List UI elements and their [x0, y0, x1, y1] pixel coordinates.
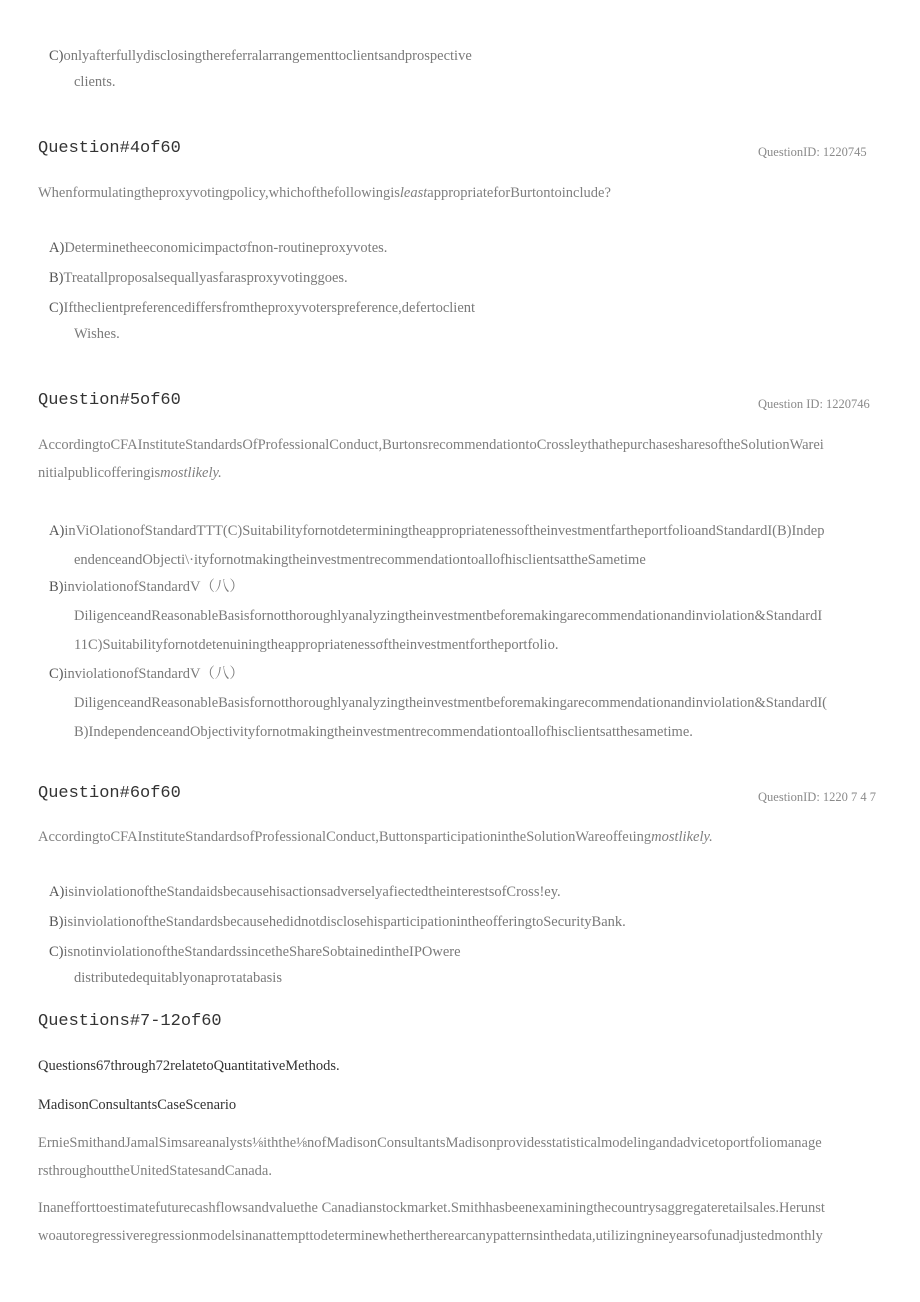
question-4-option-b[interactable]: B)Treatallproposalsequallyasfarasproxyvotinggoes.: [49, 270, 348, 286]
question-6-id: QuestionID: 1220 7 4 7: [758, 790, 877, 804]
question-5-option-b[interactable]: B)inviolationofStandardV（八） DiligenceandReasonableBasisfornotthoroughlyanalyzingtheinvestmentbeforemakingarecommendationandinviolation&StandardI 11C)Suitabilityfornotdetenuiningtheappropriatenessσftheinvestmentfortheportfolio.: [49, 579, 823, 653]
question-4-id: QuestionID: 1220745: [758, 145, 867, 159]
questions-relate-text: Questions67through72relatetoQuantitativeMethods.: [38, 1058, 340, 1074]
question-4-stem: Whenformulatingtheproxyvotingpolicy,whichofthefollowingisleastappropriateforBurtontoinclude?: [38, 185, 611, 201]
question-6-title: Question#6of60: [38, 784, 181, 803]
option-text: onlyafterfullydisclosingthereferralarrangementtoclientsandprospective: [63, 48, 472, 64]
question-6-option-b[interactable]: B)isinviolationoftheStandardsbecausehedidnotdisclosehisparticipationintheofferingtoSecurityBank.: [49, 914, 626, 930]
case-paragraph-1: ErnieSmithandJamalSimsareanalysts⅛iththe⅛nofMadisonConsultantsMadisonprovidesstatisticalmodelingandadvicetoportfoliomanage rsthroughouttheUnitedStatesandCanada.: [38, 1135, 822, 1179]
question-5-title: Question#5of60: [38, 391, 181, 410]
question-6-option-c[interactable]: C)isnotinviolationoftheStandardssincetheShareSobtainedintheIPOwere distributedequitablyonaproτatabasis: [49, 944, 461, 986]
question-4-option-c[interactable]: C)Iftheclientpreferencediffersfromtheproxyvoterspreference,defertoclient Wishes.: [49, 300, 476, 342]
question-5-option-c[interactable]: C)inviolationofStandardV（八） DiligenceandReasonableBasisfornotthoroughlyanalyzingtheinvestmentbeforemakingarecommendationandinviolation&StandardI( B)IndependenceandObjectivityfornotmakingtheinvestmentrecommendationtoallofhisclientsatthesametime.: [49, 666, 827, 740]
question-6-option-a[interactable]: A)isinviolationoftheStandaidsbecausehisactionsadverselyafiectedtheinterestsofCross!ey.: [49, 884, 561, 900]
case-paragraph-2: Inanefforttoestimatefuturecashflowsandvaluethe Canadianstockmarket.Smithhasbeenexaminingthecountrysaggregateretailsales.Herunst woautoregressiveregressionmodelsinanattempttodeterminewhethertherearcanypatternsinthedata,utilizingnineyearsofunadjustedmonthly: [38, 1200, 825, 1244]
prev-question-option-c[interactable]: [49, 46, 472, 92]
question-4-option-a[interactable]: A)Determinetheeconomicimpactσfnon-routineproxyvotes.: [49, 240, 388, 256]
question-5-option-a[interactable]: A)inViOlationofStandardTTT(C)SuitabilityfornotdeterminingtheappropriatenessoftheinvestmentfartheportfolioandStandardI(B)Indep endenceandObjecti\·ityfornotmakingtheinvestmentrecommendationtoallofhisclientsattheSametime: [49, 523, 825, 568]
option-label: C): [49, 48, 64, 64]
questions-7-12-title: Questions#7-12of60: [38, 1012, 222, 1031]
option-text-cont: clients.: [74, 74, 116, 90]
question-5-id: Question ID: 1220746: [758, 397, 870, 411]
question-4-title: Question#4of60: [38, 139, 181, 158]
question-5-stem: AccordingtoCFAInstituteStandardsOfProfessionalConduct,BurtonsrecommendationtoCrossleythathepurchasesharesoftheSolutionWarei nitialpublicofferingismostlikely.: [38, 437, 824, 481]
case-scenario-title: MadisonConsultantsCaseScenario: [38, 1097, 237, 1113]
question-6-stem: AccordingtoCFAInstituteStandardsofProfessionalConduct,ButtonsparticipationintheSolutionWareoffeιingmostlikely.: [38, 829, 713, 845]
